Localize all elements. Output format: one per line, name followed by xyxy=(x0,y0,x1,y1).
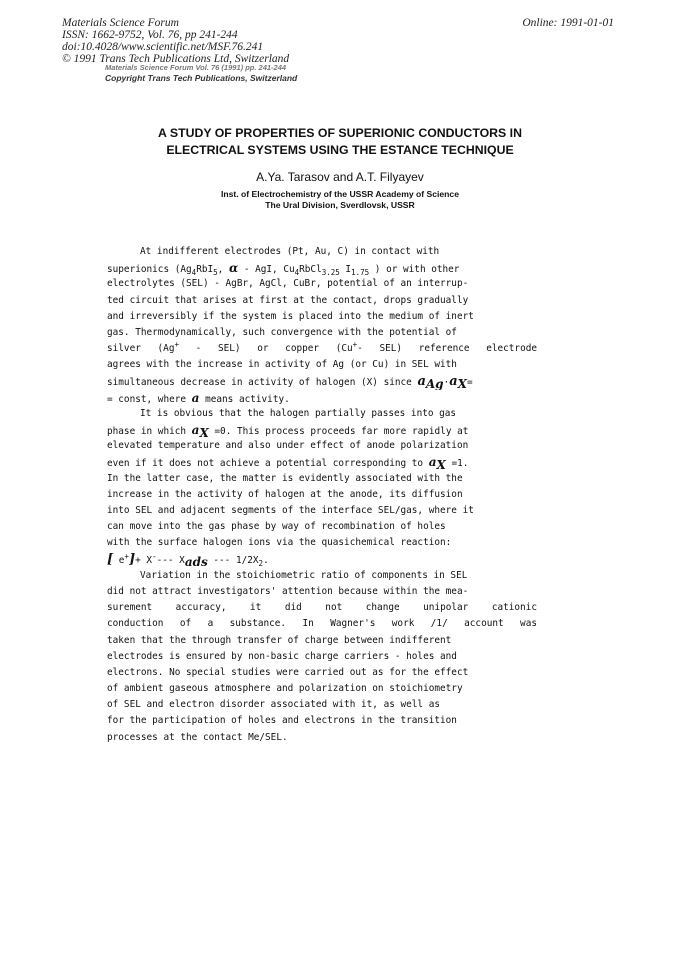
reaction-equation: [ e+]+ X---- $X_{ads}$ --- $1/2X_2$. xyxy=(107,551,269,568)
journal-volume-line: Materials Science Forum Vol. 76 (1991) pp. 241-244 xyxy=(105,63,287,72)
affiliation-line-2: The Ural Division, Sverdlovsk, USSR xyxy=(265,200,415,210)
activity-symbol: a xyxy=(191,390,200,405)
body-line: superionics ($Ag_4RbI_5$, α - AgI, $Cu_4RbCl_{3.25}$ $I_{1.75}$ ) or with other xyxy=(107,261,460,277)
header-copyright: © 1991 Trans Tech Publications Ltd, Switzerland xyxy=(62,53,290,65)
body-line: electrodes is ensured by non-basic charge carriers - holes and xyxy=(107,650,457,662)
body-line: At indifferent electrodes (Pt, Au, C) in contact with xyxy=(140,246,440,257)
body-line: Variation in the stoichiometric ratio of components in SEL xyxy=(140,569,468,581)
body-line: and irreversibly if the system is placed into the medium of inert xyxy=(107,310,474,322)
body-line: with the surface halogen ions via the quasichemical reaction: xyxy=(107,537,452,549)
body-line: agrees with the increase in activity of Ag (or Cu) in SEL with xyxy=(107,359,457,371)
affiliation-line-1: Inst. of Electrochemistry of the USSR Academy of Science xyxy=(221,189,459,199)
body-line: of SEL and electron disorder associated with it, as well as xyxy=(107,699,441,711)
body-line: surement accuracy, it did not change unipolar cationic xyxy=(107,602,537,614)
body-line: conduction of a substance. In Wagner's work /1/ account was xyxy=(107,618,537,630)
activity-symbol: a xyxy=(449,373,458,389)
body-line: taken that the through transfer of charge between indifferent xyxy=(107,634,452,646)
activity-symbol: a xyxy=(428,455,437,470)
journal-stamp xyxy=(105,63,297,83)
title-line-2: ELECTRICAL SYSTEMS USING THE ESTANCE TECHNIQUE xyxy=(166,143,514,157)
citation-header xyxy=(62,17,289,65)
activity-symbol: a xyxy=(191,423,200,438)
header-issn: ISSN: 1662-9752, Vol. 76, pp 241-244 xyxy=(62,29,238,41)
body-line: for the participation of holes and electrons in the transition xyxy=(107,715,457,727)
body-line: silver (Ag+ - SEL) or copper (Cu+- SEL) reference electrode xyxy=(107,341,537,355)
body-line: can move into the gas phase by way of recombination of holes xyxy=(107,521,446,533)
paper-body xyxy=(107,244,537,746)
header-journal: Materials Science Forum xyxy=(62,17,179,29)
body-line: gas. Thermodynamically, such convergence with the potential of xyxy=(107,326,457,338)
body-line: into SEL and adjacent segments of the interface SEL/gas, where it xyxy=(107,505,474,516)
body-line: even if it does not achieve a potential corresponding to $a_X =1$. xyxy=(107,455,469,471)
body-line: increase in the activity of halogen at the anode, its diffusion xyxy=(107,488,463,500)
body-line: phase in which $a_X =0$. This process proceeds far more rapidly at xyxy=(107,423,469,439)
journal-copyright-line: Copyright Trans Tech Publications, Switzerland xyxy=(105,73,298,83)
activity-symbol: a xyxy=(417,373,426,389)
body-line: = const, where a means activity. xyxy=(107,390,290,405)
header-doi[interactable]: doi:10.4028/www.scientific.net/MSF.76.241 xyxy=(62,41,264,53)
body-line: did not attract investigators' attention because within the mea- xyxy=(107,585,469,597)
body-line: processes at the contact Me/SEL. xyxy=(107,731,288,743)
authors: A.Ya. Tarasov and A.T. Filyayev xyxy=(256,170,424,184)
body-line: of ambient gaseous atmosphere and polarization on stoichiometry xyxy=(107,683,463,695)
body-line: elevated temperature and also under effect of anode polarization xyxy=(107,440,469,452)
title-line-1: A STUDY OF PROPERTIES OF SUPERIONIC CONDUCTORS IN xyxy=(158,126,522,140)
body-line: electrolytes (SEL) - AgBr, AgCl, CuBr, potential of an interrup- xyxy=(107,278,469,290)
body-line: electrons. No special studies were carried out as for the effect xyxy=(107,666,469,678)
body-line: In the latter case, the matter is evidently associated with the xyxy=(107,472,463,484)
affiliation xyxy=(60,189,620,211)
alpha-symbol: α xyxy=(228,261,239,276)
paper-title xyxy=(60,125,620,159)
body-line: simultaneous decrease in activity of halogen (X) since $a_{Ag}\cdot a_X=$ xyxy=(107,373,473,390)
body-line: It is obvious that the halogen partially passes into gas xyxy=(140,407,457,419)
body-line: ted circuit that arises at first at the contact, drops gradually xyxy=(107,294,469,306)
online-date: Online: 1991-01-01 xyxy=(522,17,614,29)
